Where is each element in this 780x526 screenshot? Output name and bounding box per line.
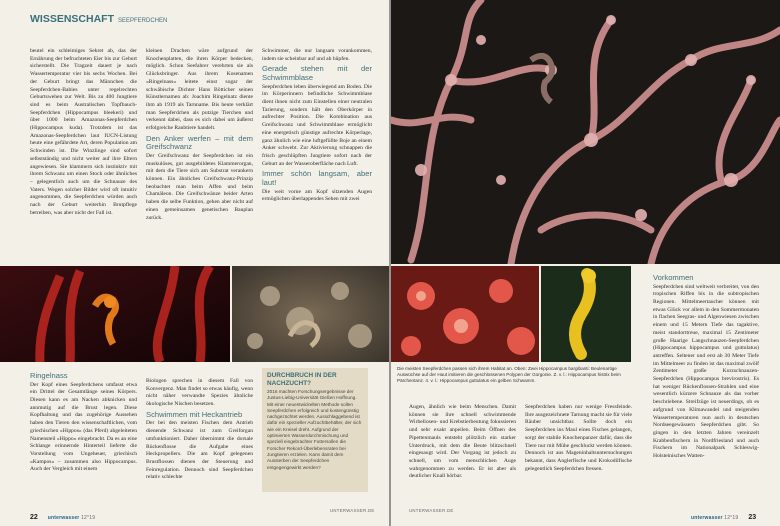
seahorse-photos xyxy=(0,266,389,362)
subheading-anker: Den Anker werfen – mit dem Greifschwanz xyxy=(146,133,253,152)
paragraph: kleinen Drachen wäre aufgrund der Knochenplatten, die ihren Körper bedecken, möglich. Schon Seefahrer verehrten sie als Glücksbringer. Aus ihrem Kosenamen «Ringelnass» leitete einst sogar der schwäbische Dichter Hans Bötticher seinen Künstlernamen ab: Joachim Ringelnatz diente ihm ab 1919 als Tarnname. Bis heute verklärt man Seepferdchen als putzige Tierchen und verkennt dabei, dass es sich dabei um äußerst erfolgreiche Raubtiere handelt. xyxy=(146,48,253,132)
footer-left xyxy=(30,506,95,524)
issue-number: 12°19 xyxy=(81,515,96,521)
left-page xyxy=(0,0,389,526)
website-right: UNTERWASSER.DE xyxy=(409,508,454,513)
magazine-logo xyxy=(48,515,95,521)
gorgonian-coral-image xyxy=(391,0,780,264)
paragraph: Augen, ähnlich wie beim Menschen. Damit können sie ihre schnell schwimmende Wirbellosen- und Krebstierbeutung fokussieren und sehr exakt anpeilen. Beim Öffnen des Pipettenmauls entsteht plötzlich ein starker Unterdruck, mit dem die Beute blitzschnell eingesaugt wird. Der Vorgang ist jedoch zu schnell, um vom menschlichen Auge wahrgenommen zu werden. Er ist aber als deutlicher Knall hörbar. xyxy=(409,404,516,480)
paragraph: Seepferdchen leben überwiegend am Boden. Die im Körperinnern befindliche Schwimmblase dient ihnen nicht zum Einstellen einer neutralen Tarierung, sondern hält den Oberkörper in aufrechter Position. Die Kombination aus Greifschwanz und Schwimmblase ermöglicht eine energetisch günstige aufrechte Körperlage, ganz ähnlich wie eine luftgefüllte Boje an einem Anker schwebt. Zur Aktivierung schnappen die frisch geschlüpften Jungtiere sofort nach der Geburt an der Wasseroberfläche nach Luft. xyxy=(262,83,372,167)
coral-photo xyxy=(391,0,780,264)
column-7 xyxy=(525,404,632,504)
section-subtitle: SEEPFERDCHEN xyxy=(118,18,168,24)
paragraph: Schwimmer, die nur langsam vorankommen, indem sie scheinbar auf und ab hüpfen. xyxy=(262,48,372,62)
column-6 xyxy=(409,404,516,504)
magazine-logo xyxy=(691,515,738,521)
magazine-name: unterwasser xyxy=(691,515,723,521)
magazine-name: unterwasser xyxy=(47,515,80,521)
photo-strip-left xyxy=(0,266,389,362)
subheading-ringelnass: Ringelnass xyxy=(30,371,68,380)
paragraph: Die weit vorne am Kopf sitzenden Augen ermöglichen überlappendes Sehen mit zwei xyxy=(262,188,372,203)
paragraph: Der Kopf eines Seepferdchens umfasst etwa ein Drittel der Gesamtlänge seines Körpers. Diesen kann es am Nacken abknicken und annmutig auf die Brust legen. Diese Kopfhaltung und das zugehörige Aussehen haben den Tieren den wissenschaftlichen, vom griechischen «Hippos» (das Pferd) abgeleiteten Namensteil «Hippo» eingebracht. Da es an eine Schlange erinnernde Hinterteil lieferte die Vorstellung vom Ungeheuer, griechisch «Kampos» – zusammen also Hippocampus. Auch der Vergleich mit einem xyxy=(30,381,137,473)
paragraph: Seepferdchen haben nur wenige Fressfeinde. Ihre ausgezeichnete Tarnung macht sie für viele Räuber unsichtbar. Sollte doch ein Seepferdchen ins Maul eines Fisches gelangen, sorgt der stabile Knochenpanzer dafür, dass die Tiere nur mit Mühe geschluckt werden können. Dennoch ist aus Mageninhaltsuntersuchungen bekannt, dass Anglerfische und Krokodilfische gelegentlich Seepferdchen fressen. xyxy=(525,404,632,472)
issue-number: 12°19 xyxy=(724,515,739,521)
photo-strip-right xyxy=(391,266,631,362)
page-number: 23 xyxy=(748,514,757,521)
pygmy-and-yellow-seahorse-photos xyxy=(391,266,631,362)
paragraph: Der bei den meisten Fischen dem Antrieb dienende Schwanz ist zum Greiforgan umfunktioniert. Daher übernimmt die dorsale Rückenflosse die Aufgabe eines Heckpropellers. Die am Kopf gelegenen Brustflossen dienen der Steuerung und Feinregulation. Dennoch sind Seepferdchen relativ schlechte xyxy=(146,420,253,481)
photo-caption: Die meisten Seepferdchen passen sich ihrem Habitat an. Oben: Zwei Hippocampus bargibanti: Beulenartige Auswüchse auf der Haut imitieren die geschlossenen Polypen der Gorgonie. Z. v. l.: Hippocampus histrix beim Pärchentanz. 4. v. l.: Hippocampus guttulatus ein gelben Schwamm. xyxy=(391,364,631,388)
info-box-text: 2016 machten Forschungsergebnisse der Justus-Liebig-Universität Gießen Hoffnung. Mit einer neuentwickelten Methode sollen Seepferdchen erfolgreich und kostengünstig nachgezüchtet werden. Ausschlaggebend ist dafür ein spezieller Aufzuchtbehälter, der sich wie ein Kreisel dreht. Aufgrund der optimierten Wasserdurchmischung und speziell eingebrachter Futtersollen die Forscher Rekord-Überlebensraten bei Jungtieren erzielen. Kann damit dem Aussterben der Seepferdchen entgegengewirkt werden? xyxy=(267,389,362,470)
section-header xyxy=(30,9,167,27)
column-1 xyxy=(30,48,137,248)
paragraph: beutel ein schleimiges Sekret ab, das der Ernährung der befruchteten Eier bis zur Geburt sicherstellt. Die Tragzeit dauert je nach Wassertemperatur vier bis sechs Wochen. Bei der Geburt bringt das Männchen die Seepferdchen-Babies unter regelrechten Geburtswehen zur Welt. Bis zu 400 Jungtiere sind es beim Australischen Topfbauch-Seepferdchen (Hippocampus bleekeri) und über 1000 beim Amazonas-Seepferdchen (Hippocampus kuda). Trotzdem ist das Amazonas-Seepferdchen laut IUCN-Listung heute eine gefährdete Art, deren Population am Schwinden ist. Die Winzlinge sind sofort selbstständig und nicht weiter auf ihre Eltern angewiesen. Sie klammern sich instinktiv mit ihrem Schwanz um einen Stock oder ähnliches – gelegentlich auch um die Schnauze des Vaters. Wegen solcher Bilder wird oft intuitiv angenommen, die Seepferdchen würden auch nach der Geburt weiterhin Brutpflege betreiben, was aber nicht der Fall ist. xyxy=(30,48,137,216)
footer-right xyxy=(691,506,756,524)
subheading-laut: Immer schön langsam, aber laut! xyxy=(262,169,372,187)
info-box xyxy=(262,368,368,492)
info-box-title: DURCHBRUCH IN DER NACHZUCHT? xyxy=(267,372,337,387)
column-5 xyxy=(146,378,253,510)
subheading-heckantrieb: Schwimmen mit Heckantrieb xyxy=(146,409,243,419)
subheading-schwimmblase: Gerade stehen mit der Schwimmblase xyxy=(262,64,372,82)
paragraph: Biologen sprechen in diesem Fall von Konvergenz. Man findet so etwas häufig, wenn nicht näher verwandte Spezies ähnliche ökologische Nischen besetzen. xyxy=(146,378,253,408)
column-3 xyxy=(262,48,372,248)
section-title: WISSENSCHAFT xyxy=(30,13,114,25)
subheading-vorkommen: Vorkommen xyxy=(653,273,694,282)
paragraph: Seepferdchen sind weltweit verbreitet, von den tropischen Riffen bis in die subtropischen Regionen. Mittelmeertaucher können mit etwas Glück vor allem in den Sommermonaten in flachen Seegras- und Algenwiesen zwischen einem und 15 Metern Tiefe das tagaktive, meist standorttreue, maximal 15 Zentimeter große Haarige Langschnauzen-Seepferdchen (Hippocampus hippocampus und guttulatus) antreffen. Seltener und erst ab 30 Meter Tiefe im Mittelmeer zu finden ist das maximal zwölf Zentimeter große Kurzschnauzen-Seepferdchen (Hippocampus brevirostris). Es hat weniger Rückenflossen-Strahlen und eine wesentlich kürzere Schnauze als das vorher beschriebene. Streifzüge ist neuerdings, ob es aufgrund von Klimawandel und steigenden Wassertemperaturen nun auch in deutschen Nordseegewässern Seepferdchen gibt. So gingen in den letzten Jahren vereinzelt Krabbenfischern in Nordfriesland und auch Fischern im Nationalpark Schleswig-Holsteinisches Watten- xyxy=(653,283,759,460)
paragraph: Der Greifschwanz der Seepferdchen ist ein muskulöses, gut ausgebildetes Klammerorgan, mit dem die Tiere sich am Substrat verankern können. Ein ähnliches Greifschwanz-Prinzip beobachtet man beim Affen und beim Chamäleon. Die Greifschwänze beider Arten haben die selbe Funktion, gehen aber nicht auf einen gemeinsamen genetischen Bauplan zurück. xyxy=(146,152,253,221)
column-2 xyxy=(146,48,253,248)
website-left: UNTERWASSER.DE xyxy=(330,508,375,513)
right-page xyxy=(391,0,780,526)
column-4 xyxy=(30,370,137,510)
page-number: 22 xyxy=(30,514,38,521)
column-8 xyxy=(653,272,759,502)
